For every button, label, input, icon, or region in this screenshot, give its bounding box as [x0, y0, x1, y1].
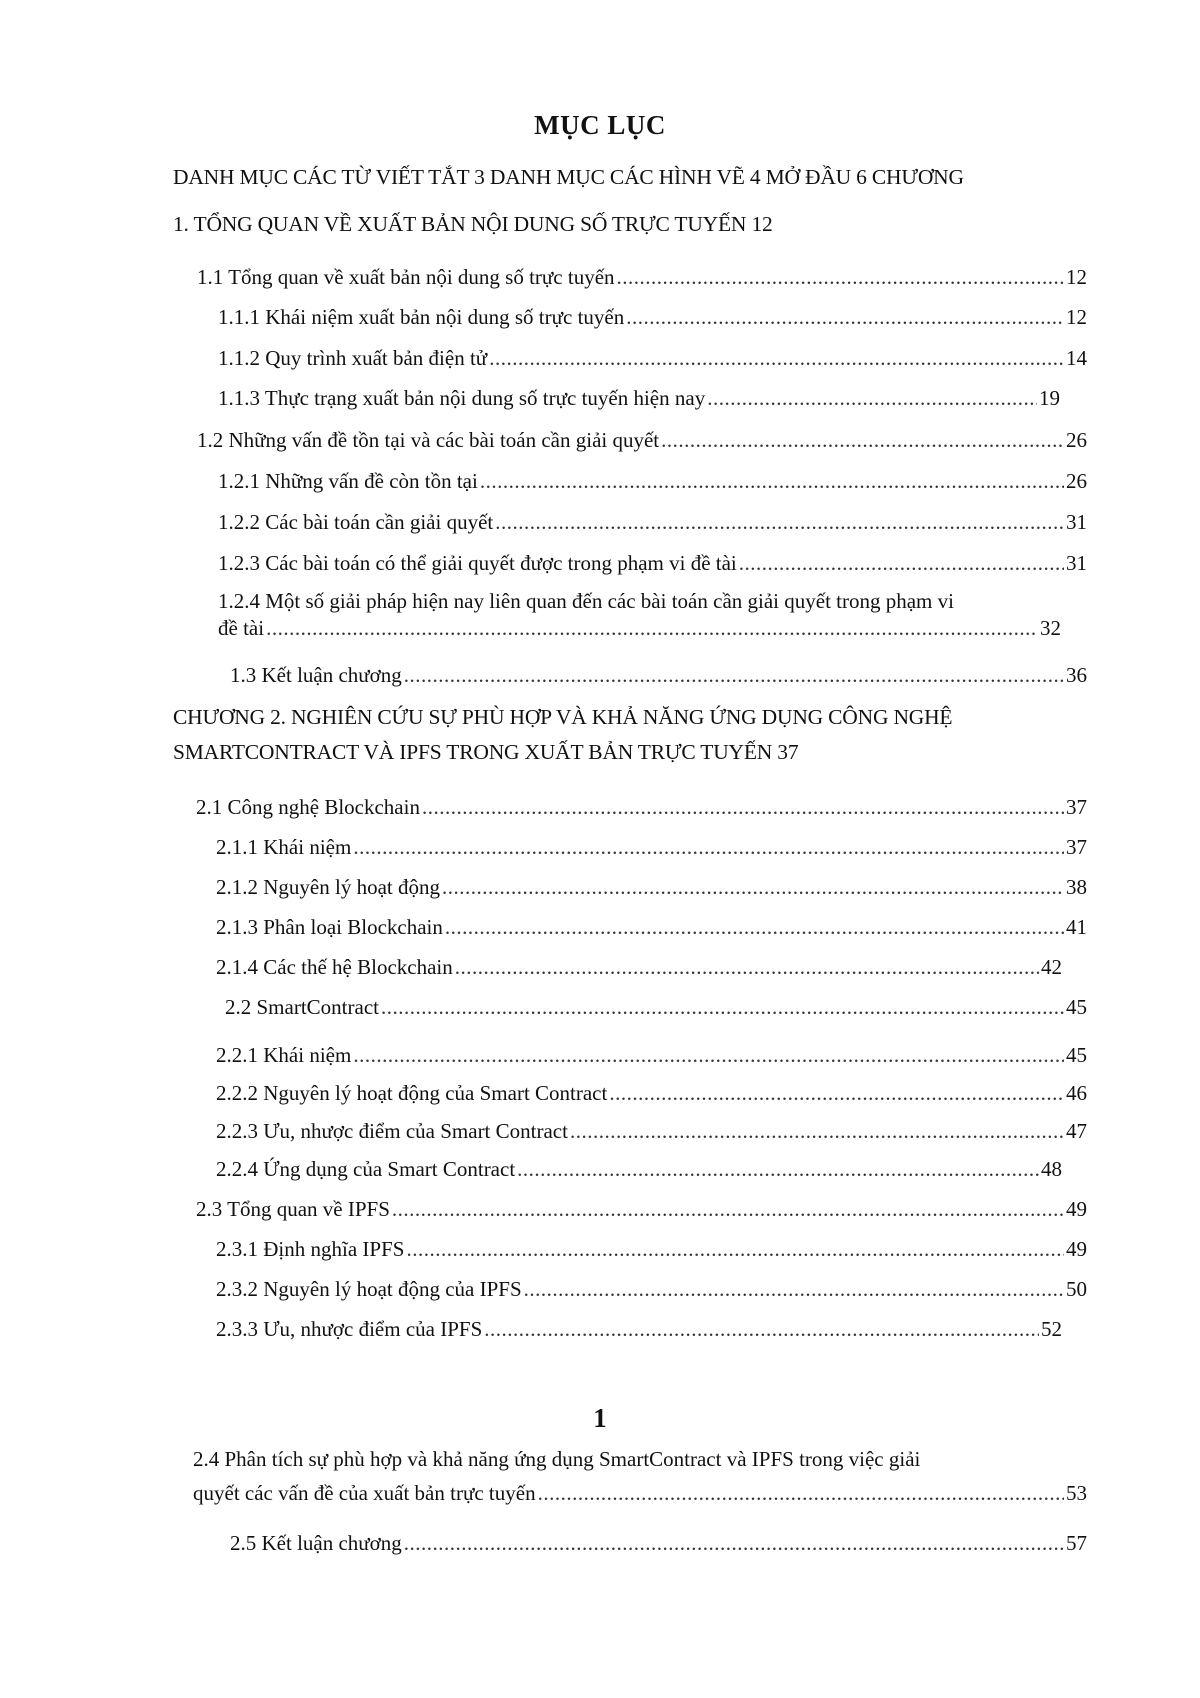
toc-entry-page: 49	[1066, 1237, 1087, 1261]
toc-entry-page: 48	[1041, 1157, 1062, 1181]
toc-entry-page: 32	[1040, 616, 1061, 640]
toc-entry-text: 1.1.3 Thực trạng xuất bản nội dung số trực tuyến hiện nay	[218, 386, 706, 410]
toc-entry-2-2-4[interactable]	[216, 1154, 1062, 1184]
leader-dots	[517, 1154, 1039, 1184]
toc-entry-text: 2.3.2 Nguyên lý hoạt động của IPFS	[216, 1277, 522, 1301]
toc-entry-2-2-2[interactable]	[216, 1078, 1087, 1108]
leader-dots	[495, 507, 1064, 537]
toc-entry-page: 46	[1066, 1081, 1087, 1105]
leader-dots	[353, 1040, 1064, 1070]
leader-dots	[489, 343, 1064, 373]
toc-entry-page: 45	[1066, 1043, 1087, 1067]
toc-entry-1-2[interactable]	[197, 425, 1087, 455]
toc-entry-text: 2.3.1 Định nghĩa IPFS	[216, 1237, 405, 1261]
leader-dots	[404, 1528, 1064, 1558]
leader-dots	[381, 992, 1064, 1022]
toc-entry-2-1-1[interactable]	[216, 832, 1087, 862]
leader-dots	[661, 425, 1064, 455]
toc-entry-text: 2.1.4 Các thế hệ Blockchain	[216, 955, 453, 979]
toc-entry-text: 2.3 Tổng quan về IPFS	[196, 1197, 390, 1221]
toc-entry-1-2-3[interactable]	[218, 548, 1087, 578]
toc-entry-text: 1.3 Kết luận chương	[230, 663, 402, 687]
toc-entry-text-line-2: đề tài	[218, 616, 265, 640]
toc-entry-page: 12	[1066, 305, 1087, 329]
leader-dots	[445, 912, 1064, 942]
toc-entry-page: 36	[1066, 663, 1087, 687]
toc-entry-text: 2.2.2 Nguyên lý hoạt động của Smart Contract	[216, 1081, 608, 1105]
toc-entry-text: 2.1.1 Khái niệm	[216, 835, 352, 859]
toc-entry-page: 26	[1066, 428, 1087, 452]
toc-entry-text: 1.1.2 Quy trình xuất bản điện tử	[218, 346, 488, 370]
toc-entry-text: 2.1 Công nghệ Blockchain	[196, 795, 420, 819]
toc-entry-1-1-3[interactable]	[218, 383, 1060, 413]
toc-entry-1-3[interactable]	[230, 660, 1087, 690]
toc-entry-text: 1.2.3 Các bài toán có thể giải quyết được trong phạm vi đề tài	[218, 551, 737, 575]
toc-entry-page: 41	[1066, 915, 1087, 939]
toc-entry-2-1-2[interactable]	[216, 872, 1087, 902]
toc-entry-page: 37	[1066, 835, 1087, 859]
leader-dots	[392, 1194, 1064, 1224]
toc-entry-1-2-4[interactable]	[218, 588, 1087, 642]
toc-entry-text: 1.1 Tổng quan về xuất bản nội dung số trực tuyến	[197, 265, 615, 289]
toc-entry-text-line-1: 1.2.4 Một số giải pháp hiện nay liên quan đến các bài toán cần giải quyết trong phạm vi	[218, 589, 954, 613]
toc-entry-2-4[interactable]	[193, 1442, 1087, 1510]
toc-entry-page: 45	[1066, 995, 1087, 1019]
leader-dots	[617, 262, 1064, 292]
toc-entry-page: 26	[1066, 469, 1087, 493]
leader-dots	[626, 302, 1064, 332]
toc-entry-text: 1.2.1 Những vấn đề còn tồn tại	[218, 469, 478, 493]
toc-entry-line-2	[218, 615, 1061, 642]
toc-entry-1-1[interactable]	[197, 262, 1087, 292]
toc-entry-2-1-4[interactable]	[216, 952, 1062, 982]
front-matter-line-2: 1. TỔNG QUAN VỀ XUẤT BẢN NỘI DUNG SỐ TRỰC TUYẾN 12	[173, 212, 773, 236]
toc-entry-page: 14	[1066, 346, 1087, 370]
toc-entry-page: 12	[1066, 265, 1087, 289]
front-matter-line-1: DANH MỤC CÁC TỪ VIẾT TẮT 3 DANH MỤC CÁC HÌNH VẼ 4 MỞ ĐẦU 6 CHƯƠNG	[173, 165, 964, 189]
toc-entry-page: 49	[1066, 1197, 1087, 1221]
toc-entry-page: 50	[1066, 1277, 1087, 1301]
toc-entry-page: 37	[1066, 795, 1087, 819]
leader-dots	[570, 1116, 1064, 1146]
toc-entry-page: 31	[1066, 510, 1087, 534]
toc-entry-2-1-3[interactable]	[216, 912, 1087, 942]
chapter-2-heading-line-2[interactable]: SMARTCONTRACT VÀ IPFS TRONG XUẤT BẢN TRỰC TUYẾN 37	[173, 740, 799, 764]
leader-dots	[406, 1234, 1064, 1264]
toc-entry-2-5[interactable]	[230, 1528, 1087, 1558]
leader-dots	[484, 1314, 1039, 1344]
leader-dots	[442, 872, 1064, 902]
toc-entry-2-3[interactable]	[196, 1194, 1087, 1224]
leader-dots	[739, 548, 1064, 578]
toc-entry-text: 2.1.2 Nguyên lý hoạt động	[216, 875, 440, 899]
leader-dots	[524, 1274, 1064, 1304]
toc-entry-text: 1.2.2 Các bài toán cần giải quyết	[218, 510, 494, 534]
toc-entry-page: 19	[1039, 386, 1060, 410]
toc-entry-text: 1.2 Những vấn đề tồn tại và các bài toán cần giải quyết	[197, 428, 660, 452]
toc-entry-2-3-3[interactable]	[216, 1314, 1062, 1344]
leader-dots	[480, 466, 1064, 496]
leader-dots	[353, 832, 1064, 862]
toc-entry-page: 52	[1041, 1317, 1062, 1341]
page-title: MỤC LỤC	[534, 110, 666, 140]
leader-dots	[455, 952, 1039, 982]
toc-entry-2-2-3[interactable]	[216, 1116, 1087, 1146]
toc-entry-text: 1.1.1 Khái niệm xuất bản nội dung số trực tuyến	[218, 305, 625, 329]
toc-entry-text: 2.5 Kết luận chương	[230, 1531, 402, 1555]
toc-entry-2-3-2[interactable]	[216, 1274, 1087, 1304]
page-number: 1	[593, 1403, 607, 1433]
toc-entry-text: 2.2.1 Khái niệm	[216, 1043, 352, 1067]
toc-entry-text: 2.3.3 Ưu, nhược điểm của IPFS	[216, 1317, 483, 1341]
toc-entry-1-2-2[interactable]	[218, 507, 1087, 537]
toc-entry-page: 42	[1041, 955, 1062, 979]
leader-dots	[707, 383, 1037, 413]
toc-entry-text: 2.2 SmartContract	[225, 995, 379, 1019]
leader-dots	[422, 792, 1064, 822]
toc-entry-2-2-1[interactable]	[216, 1040, 1087, 1070]
toc-entry-1-2-1[interactable]	[218, 466, 1087, 496]
toc-entry-page: 38	[1066, 875, 1087, 899]
toc-entry-page: 57	[1066, 1531, 1087, 1555]
chapter-2-heading-line-1[interactable]: CHƯƠNG 2. NGHIÊN CỨU SỰ PHÙ HỢP VÀ KHẢ NĂNG ỨNG DỤNG CÔNG NGHỆ	[173, 705, 953, 729]
toc-entry-page: 47	[1066, 1119, 1087, 1143]
toc-entry-2-2[interactable]	[225, 992, 1087, 1022]
toc-entry-text: 2.2.4 Ứng dụng của Smart Contract	[216, 1157, 516, 1181]
leader-dots	[538, 1476, 1064, 1510]
toc-entry-1-1-1[interactable]	[218, 302, 1087, 332]
toc-entry-text-line-1: 2.4 Phân tích sự phù hợp và khả năng ứng dụng SmartContract và IPFS trong việc giải	[193, 1447, 921, 1471]
toc-entry-2-1[interactable]	[196, 792, 1087, 822]
leader-dots	[266, 615, 1038, 642]
toc-entry-2-3-1[interactable]	[216, 1234, 1087, 1264]
toc-entry-text: 2.2.3 Ưu, nhược điểm của Smart Contract	[216, 1119, 568, 1143]
toc-entry-text: 2.1.3 Phân loại Blockchain	[216, 915, 443, 939]
leader-dots	[609, 1078, 1064, 1108]
toc-entry-page: 53	[1066, 1481, 1087, 1505]
toc-entry-page: 31	[1066, 551, 1087, 575]
leader-dots	[404, 660, 1064, 690]
toc-entry-line-2	[193, 1476, 1087, 1510]
toc-entry-text-line-2: quyết các vấn đề của xuất bản trực tuyến	[193, 1481, 536, 1505]
toc-entry-1-1-2[interactable]	[218, 343, 1087, 373]
